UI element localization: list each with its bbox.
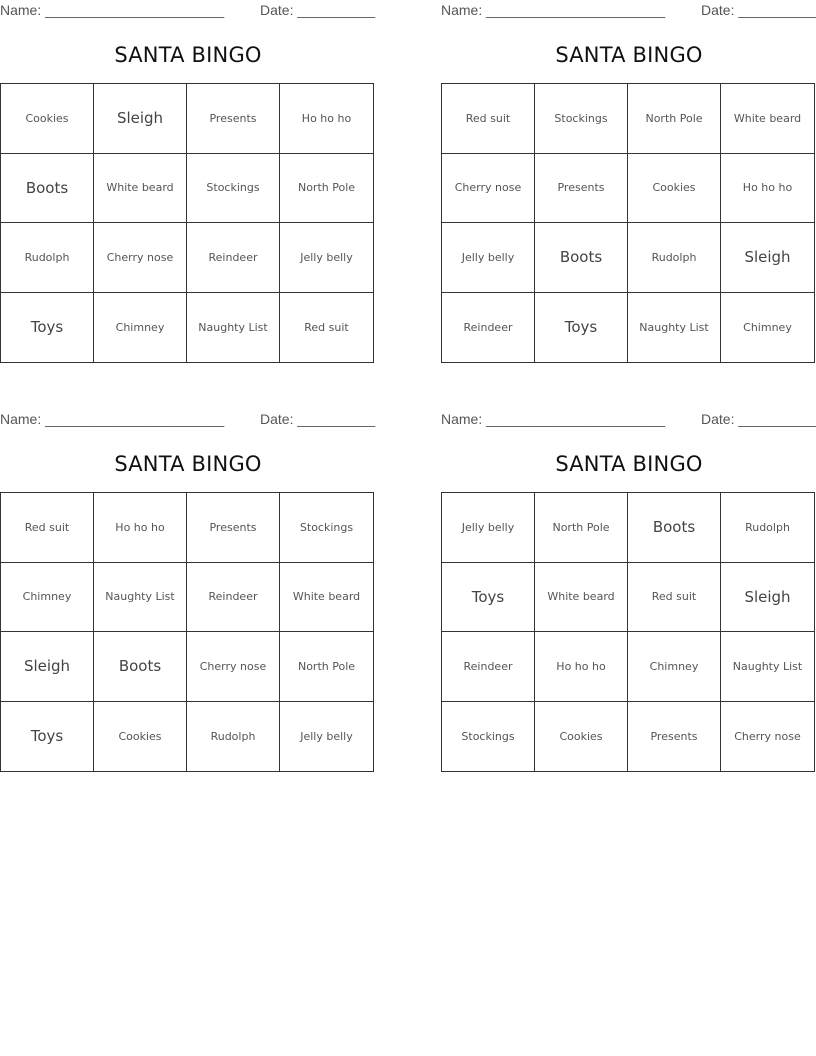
card-header	[441, 409, 816, 429]
card-title: SANTA BINGO	[555, 43, 703, 67]
bingo-cell: Toys	[1, 293, 94, 363]
bingo-grid	[0, 83, 374, 363]
card-header	[441, 0, 816, 20]
bingo-cell: Toys	[442, 563, 535, 633]
card-header	[0, 0, 376, 20]
bingo-cell: Ho ho ho	[280, 84, 373, 154]
bingo-cell: Rudolph	[628, 223, 721, 293]
bingo-cell: Cookies	[94, 702, 187, 772]
bingo-cell: Rudolph	[721, 493, 814, 563]
bingo-cell: North Pole	[628, 84, 721, 154]
date-field: Date: __________	[260, 411, 376, 427]
bingo-cell: North Pole	[535, 493, 628, 563]
name-field: Name: _______________________	[0, 2, 225, 18]
bingo-cell: Cookies	[628, 154, 721, 224]
bingo-cell: Jelly belly	[280, 223, 373, 293]
bingo-cell: Chimney	[743, 320, 792, 334]
bingo-cell: Reindeer	[442, 632, 535, 702]
bingo-card-1	[0, 0, 376, 364]
bingo-cell: Jelly belly	[300, 729, 353, 743]
bingo-cell: Rudolph	[187, 702, 280, 772]
bingo-cell: Boots	[1, 154, 94, 224]
bingo-cell: Presents	[187, 84, 280, 154]
bingo-cell: Ho ho ho	[535, 632, 628, 702]
bingo-cell: Red suit	[628, 563, 721, 633]
bingo-cell: White beard	[94, 154, 187, 224]
bingo-card-4	[441, 409, 816, 773]
bingo-cell: Cherry nose	[734, 729, 801, 743]
card-title: SANTA BINGO	[555, 452, 703, 476]
bingo-cell: Chimney	[1, 563, 94, 633]
bingo-cell: Jelly belly	[442, 493, 535, 563]
bingo-cell: Sleigh	[94, 84, 187, 154]
bingo-cell: Naughty List	[721, 632, 814, 702]
date-field: Date: __________	[260, 2, 376, 18]
bingo-cell: Stockings	[535, 84, 628, 154]
bingo-cell: Cherry nose	[94, 223, 187, 293]
bingo-cell: Reindeer	[187, 563, 280, 633]
bingo-cell: Toys	[1, 702, 94, 772]
bingo-cell: Ho ho ho	[94, 493, 187, 563]
bingo-cell: Stockings	[442, 702, 535, 772]
bingo-cell: Cookies	[1, 84, 94, 154]
bingo-cell: Naughty List	[187, 293, 280, 363]
bingo-cell: Red suit	[1, 493, 94, 563]
name-field: Name: _______________________	[441, 411, 666, 427]
bingo-cell: Naughty List	[94, 563, 187, 633]
bingo-cell: Ho ho ho	[721, 154, 814, 224]
bingo-cell: North Pole	[280, 632, 373, 702]
bingo-grid	[441, 492, 815, 772]
card-title: SANTA BINGO	[114, 43, 262, 67]
bingo-cell: Red suit	[442, 84, 535, 154]
bingo-cell: Rudolph	[1, 223, 94, 293]
bingo-cell: Cherry nose	[442, 154, 535, 224]
bingo-cell: White beard	[280, 563, 373, 633]
bingo-cell: White beard	[535, 563, 628, 633]
card-title: SANTA BINGO	[114, 452, 262, 476]
bingo-cell: North Pole	[280, 154, 373, 224]
bingo-card-2	[441, 0, 816, 364]
bingo-cell: Reindeer	[442, 293, 535, 363]
bingo-cell: Sleigh	[1, 632, 94, 702]
bingo-cell: Cherry nose	[187, 632, 280, 702]
bingo-cell: White beard	[721, 84, 814, 154]
bingo-cell: Sleigh	[721, 223, 814, 293]
bingo-cell: Presents	[535, 154, 628, 224]
bingo-cell: Red suit	[304, 320, 349, 334]
bingo-cell: Chimney	[628, 632, 721, 702]
bingo-cell: Boots	[535, 223, 628, 293]
bingo-card-3	[0, 409, 376, 773]
name-field: Name: _______________________	[441, 2, 666, 18]
bingo-cell: Boots	[628, 493, 721, 563]
bingo-cell: Naughty List	[628, 293, 721, 363]
bingo-cell: Stockings	[280, 493, 373, 563]
date-field: Date: __________	[701, 2, 816, 18]
bingo-cell: Presents	[187, 493, 280, 563]
bingo-cell: Chimney	[94, 293, 187, 363]
bingo-cell: Presents	[628, 702, 721, 772]
name-field: Name: _______________________	[0, 411, 225, 427]
bingo-cell: Reindeer	[187, 223, 280, 293]
date-field: Date: __________	[701, 411, 816, 427]
bingo-cell: Boots	[94, 632, 187, 702]
bingo-cell: Cookies	[535, 702, 628, 772]
bingo-grid	[0, 492, 374, 772]
bingo-cell: Toys	[535, 293, 628, 363]
bingo-grid	[441, 83, 815, 363]
bingo-cell: Jelly belly	[442, 223, 535, 293]
bingo-cell: Stockings	[187, 154, 280, 224]
bingo-cell: Sleigh	[721, 563, 814, 633]
card-header	[0, 409, 376, 429]
